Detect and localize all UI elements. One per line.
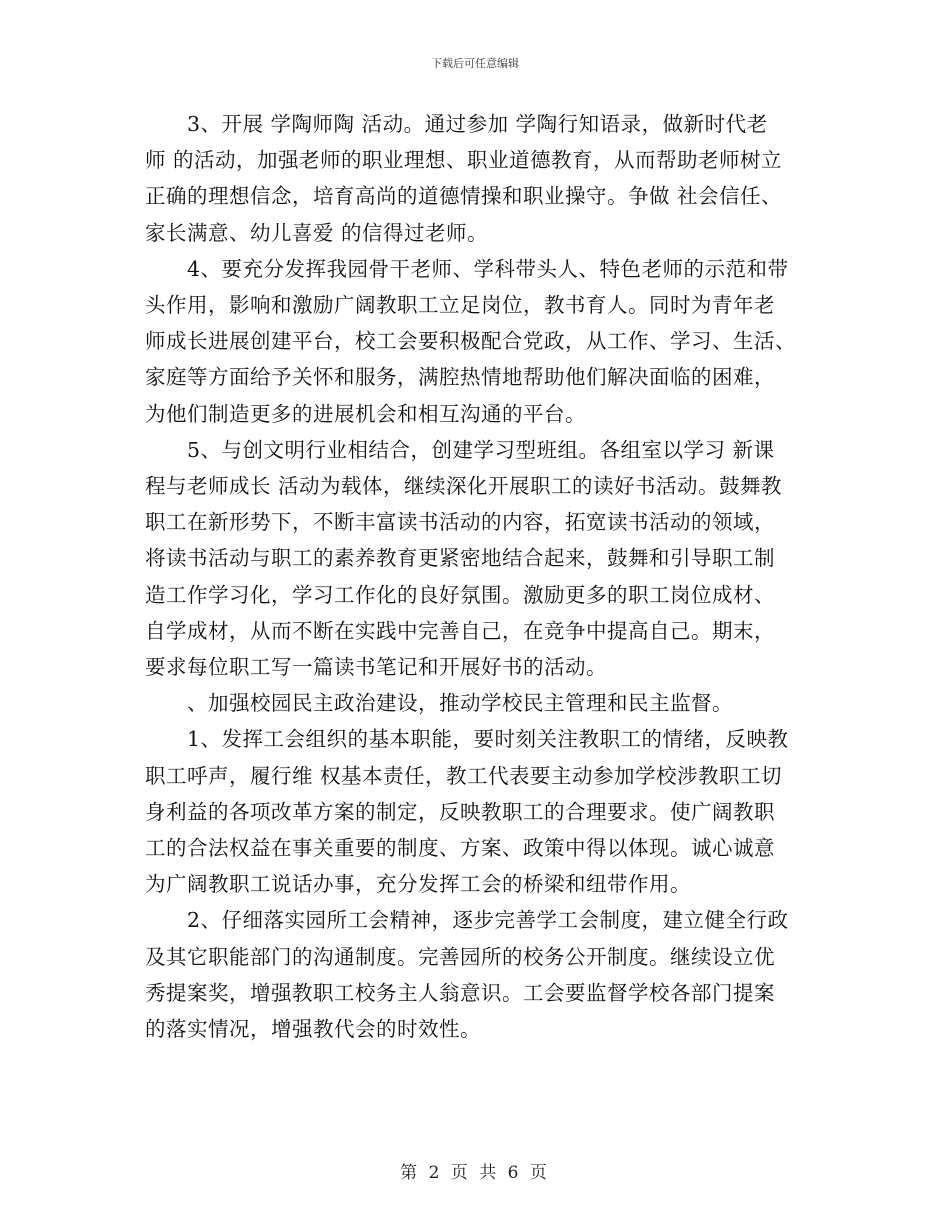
text-line: 自学成材，从而不断在实践中完善自己，在竞争中提高自己。期末， xyxy=(145,618,775,643)
text-line: 家庭等方面给予关怀和服务，满腔热情地帮助他们解决面临的困难， xyxy=(145,365,775,390)
text-line: 5、与创文明行业相结合，创建学习型班组。各组室以学习 新课 xyxy=(145,437,775,462)
text-line: 的落实情况，增强教代会的时效性。 xyxy=(145,1017,481,1042)
text-line: 1、发挥工会组织的基本职能，要时刻关注教职工的情绪，反映教 xyxy=(145,727,789,752)
text-line: 职工呼声，履行维 权基本责任，教工代表要主动参加学校涉教职工切 xyxy=(145,763,783,788)
page-header: 下载后可任意编辑 xyxy=(431,57,519,70)
text-line: 师成长进展创建平台，校工会要积极配合党政，从工作、学习、生活、 xyxy=(145,329,796,354)
text-line: 造工作学习化，学习工作化的良好氛围。激励更多的职工岗位成材、 xyxy=(145,582,775,607)
text-line: 职工在新形势下，不断丰富读书活动的内容，拓宽读书活动的领域， xyxy=(145,510,775,535)
text-line: 为他们制造更多的进展机会和相互沟通的平台。 xyxy=(145,401,586,426)
text-line: 为广阔教职工说话办事，充分发挥工会的桥梁和纽带作用。 xyxy=(145,872,691,897)
text-line: 2、仔细落实园所工会精神，逐步完善学工会制度，建立健全行政 xyxy=(145,908,789,933)
text-line: 程与老师成长 活动为载体，继续深化开展职工的读好书活动。鼓舞教 xyxy=(145,474,783,499)
text-line: 秀提案奖，增强教职工校务主人翁意识。工会要监督学校各部门提案 xyxy=(145,980,775,1005)
text-line: 、加强校园民主政治建设，推动学校民主管理和民主监督。 xyxy=(145,691,733,716)
text-line: 正确的理想信念，培育高尚的道德情操和职业操守。争做 社会信任、 xyxy=(145,184,783,209)
text-line: 身利益的各项改革方案的制定，反映教职工的合理要求。使广阔教职 xyxy=(145,799,775,824)
page-number-footer: 第 2 页 共 6 页 xyxy=(400,1163,550,1183)
text-line: 工的合法权益在事关重要的制度、方案、政策中得以体现。诚心诚意 xyxy=(145,836,775,861)
text-line: 家长满意、幼儿喜爱 的信得过老师。 xyxy=(145,220,489,245)
text-line: 师 的活动，加强老师的职业理想、职业道德教育，从而帮助老师树立 xyxy=(145,148,783,173)
document-body xyxy=(145,106,805,1047)
text-line: 将读书活动与职工的素养教育更紧密地结合起来，鼓舞和引导职工制 xyxy=(145,546,775,571)
text-line: 头作用，影响和激励广阔教职工立足岗位，教书育人。同时为青年老 xyxy=(145,293,775,318)
text-line: 4、要充分发挥我园骨干老师、学科带头人、特色老师的示范和带 xyxy=(145,256,789,281)
text-line: 要求每位职工写一篇读书笔记和开展好书的活动。 xyxy=(145,655,607,680)
text-line: 3、开展 学陶师陶 活动。通过参加 学陶行知语录，做新时代老 xyxy=(145,112,768,136)
text-line: 及其它职能部门的沟通制度。完善园所的校务公开制度。继续设立优 xyxy=(145,944,775,969)
